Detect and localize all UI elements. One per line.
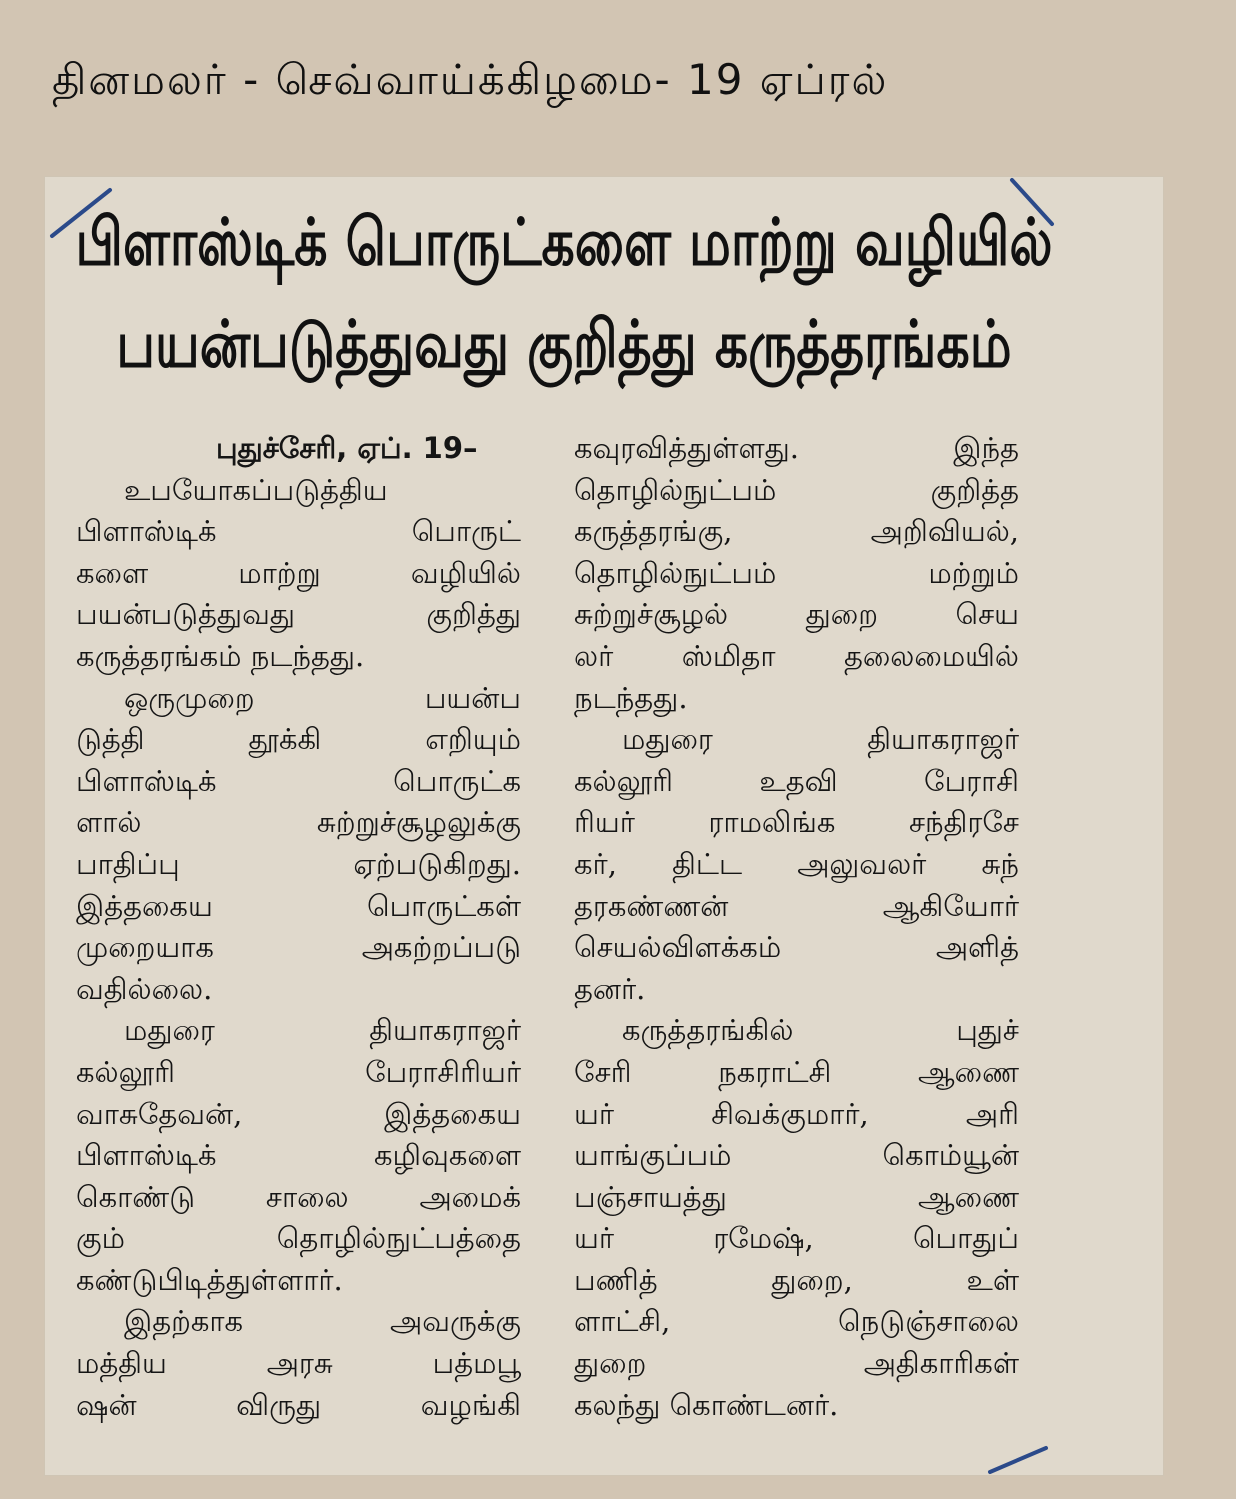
body-line: மதுரை தியாகராஜர்	[124, 1013, 521, 1048]
body-line: பயன்படுத்துவது குறித்து	[76, 597, 521, 632]
body-line: செயல்விளக்கம் அளித்	[574, 930, 1019, 965]
body-line: தனர்.	[574, 971, 646, 1006]
body-line: ளாட்சி, நெடுஞ்சாலை	[574, 1304, 1019, 1339]
body-line: உபயோகப்படுத்திய	[124, 472, 388, 507]
body-line: வதில்லை.	[76, 971, 213, 1006]
body-line: இத்தகைய பொருட்கள்	[76, 888, 521, 923]
body-line: கலந்து கொண்டனர்.	[574, 1387, 839, 1422]
article-column-right	[574, 428, 1019, 1426]
body-line: பணித் துறை, உள்	[574, 1262, 1019, 1297]
body-line: லர் ஸ்மிதா தலைமையில்	[574, 638, 1019, 673]
body-line: களை மாற்று வழியில்	[76, 555, 521, 590]
body-line: கல்லூரி பேராசிரியர்	[76, 1054, 521, 1089]
body-line: தொழில்நுட்பம் மற்றும்	[574, 555, 1019, 590]
body-line: முறையாக அகற்றப்படு	[76, 930, 521, 965]
news-clipping	[44, 176, 1164, 1476]
page-header: தினமலர் - செவ்வாய்க்கிழமை- 19 ஏப்ரல்	[52, 55, 889, 104]
body-line: யாங்குப்பம் கொம்யூன்	[574, 1138, 1019, 1173]
body-line: யர் ரமேஷ், பொதுப்	[574, 1221, 1019, 1256]
dateline: புதுச்சேரி, ஏப். 19–	[216, 431, 478, 465]
body-line: கவுரவித்துள்ளது. இந்த	[574, 431, 1019, 465]
body-line: பிளாஸ்டிக் கழிவுகளை	[76, 1138, 521, 1173]
body-line: இதற்காக அவருக்கு	[124, 1304, 521, 1339]
body-line: தொழில்நுட்பம் குறித்த	[574, 472, 1019, 507]
body-line: பிளாஸ்டிக் பொருட்க	[76, 763, 521, 798]
body-line: ஷன் விருது வழங்கி	[76, 1387, 521, 1422]
body-line: கும் தொழில்நுட்பத்தை	[76, 1221, 521, 1256]
pen-corner-mark-bottom-right	[984, 1442, 1054, 1476]
body-line: யர் சிவக்குமார், அரி	[574, 1096, 1019, 1131]
body-line: கருத்தரங்கம் நடந்தது.	[76, 638, 365, 673]
body-line: ளால் சுற்றுச்சூழலுக்கு	[76, 805, 521, 840]
body-line: பாதிப்பு ஏற்படுகிறது.	[76, 846, 521, 881]
article-column-left	[76, 428, 521, 1426]
body-line: பஞ்சாயத்து ஆணை	[574, 1179, 1019, 1214]
body-line: மத்திய அரசு பத்மபூ	[76, 1346, 521, 1381]
body-line: கல்லூரி உதவி பேராசி	[574, 763, 1019, 798]
body-line: வாசுதேவன், இத்தகைய	[76, 1096, 521, 1131]
body-line: நடந்தது.	[574, 680, 688, 715]
body-line: கண்டுபிடித்துள்ளார்.	[76, 1262, 343, 1297]
body-line: மதுரை தியாகராஜர்	[622, 722, 1019, 757]
body-line: சுற்றுச்சூழல் துறை செய	[574, 597, 1019, 632]
body-line: தரகண்ணன் ஆகியோர்	[574, 888, 1019, 923]
body-line: கொண்டு சாலை அமைக்	[76, 1179, 521, 1214]
body-line: சேரி நகராட்சி ஆணை	[574, 1054, 1019, 1089]
body-line: ரியர் ராமலிங்க சந்திரசே	[574, 805, 1019, 840]
headline-line-1: பிளாஸ்டிக் பொருட்களை மாற்று வழியில்	[75, 205, 1053, 281]
body-line: டுத்தி தூக்கி எறியும்	[76, 722, 521, 757]
body-line: கருத்தரங்கில் புதுச்	[622, 1013, 1019, 1048]
body-line: பிளாஸ்டிக் பொருட்	[76, 514, 521, 549]
body-line: கர், திட்ட அலுவலர் சுந்	[574, 846, 1019, 881]
body-line: துறை அதிகாரிகள்	[574, 1346, 1019, 1381]
body-line: கருத்தரங்கு, அறிவியல்,	[574, 514, 1019, 549]
body-line: ஒருமுறை பயன்ப	[124, 680, 521, 715]
headline-line-2: பயன்படுத்துவது குறித்து கருத்தரங்கம்	[116, 307, 1012, 383]
